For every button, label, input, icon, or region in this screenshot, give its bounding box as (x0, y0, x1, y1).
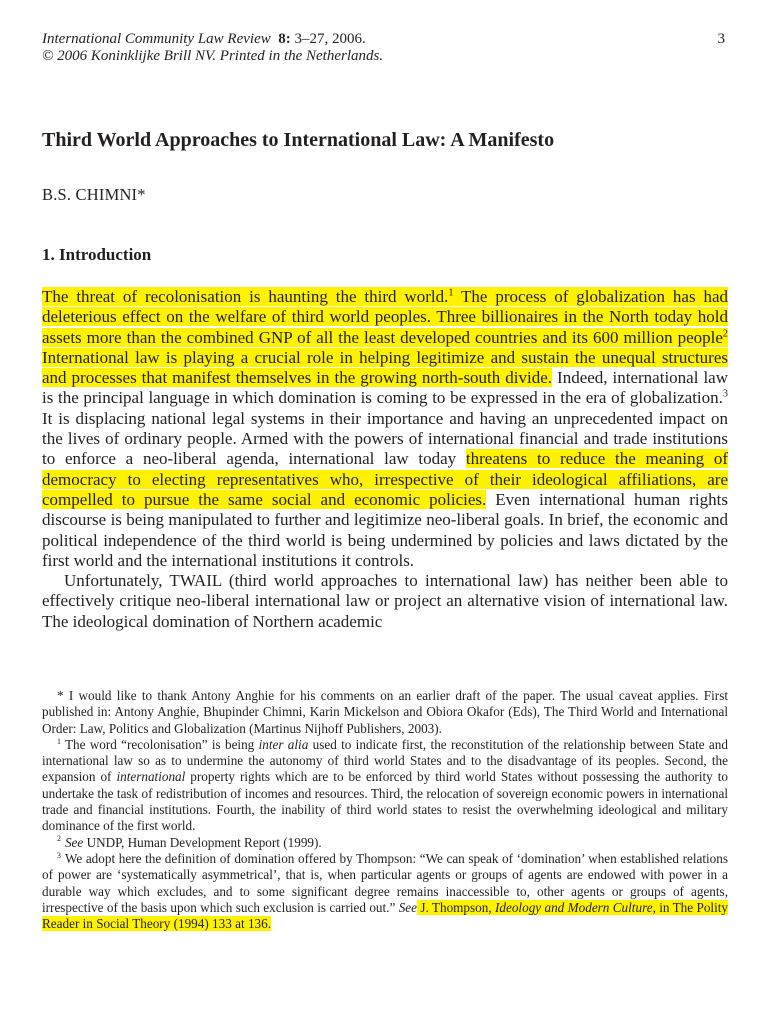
text-run: International law is playing a crucial role in helping legitimize and sustain the unequal structures and processes that manifest themselves in the growing north-south divide. (42, 347, 728, 388)
author-name: B.S. CHIMNI* (42, 185, 146, 204)
text-run: Even international human rights discourse is being manipulated to further and legitimize neo-liberal goals. In brief, the economic and political independence of the third world is being undermined by policies and laws dictated by the first world and the international institutions it controls. (42, 489, 728, 570)
body-text (42, 287, 728, 632)
footnote-star (42, 688, 728, 737)
journal-citation (42, 31, 383, 48)
footnote-ref[interactable]: 3 (722, 388, 728, 400)
footnote-3 (42, 851, 728, 932)
text-run: Indeed, international law is the principal language in which domination is coming to be expressed in the era of globalization. (42, 368, 728, 408)
text-run: The process of globalization has had deleterious effect on the welfare of third world peoples. Three billionaires in the North today hold assets more than the combined GNP of all the least developed countries and its 600 million people (42, 287, 729, 347)
footnote-text: property rights which are to be enforced by third world States without possessing the authority to undertake the task of redistribution of incomes and resources. Third, the relocation of sovereign economic powers in international trade and financial institutions. Fourth, the inability of third world states to resist the overwhelming ideological and military dominance of the first world. (42, 769, 728, 834)
body-paragraph-1 (42, 287, 728, 571)
footnote-mark: 1 (57, 736, 61, 746)
text-run: The threat of recolonisation is haunting the third world. (42, 287, 449, 306)
footnote-italic: inter alia (258, 736, 309, 752)
footnote-text: UNDP, Human Development Report (1999). (83, 834, 322, 850)
footnote-1 (42, 737, 728, 835)
footnote-mark: 3 (57, 850, 61, 860)
footnote-italic: international (116, 769, 186, 785)
body-paragraph-2: Unfortunately, TWAIL (third world approaches to international law) has neither been able to effectively critique neo-liberal international law or project an alternative vision of international law. The ideological domination of Northern academic (42, 571, 728, 631)
footnote-text: The word “recolonisation” is being (64, 736, 259, 752)
footnote-text: used to indicate first, the reconstitution of the relationship between State and international law so as to undermine the autonomy of third world States and to the disadvantage of its peoples. Second, the expansion of (42, 736, 728, 785)
footnote-mark: 2 (57, 834, 61, 844)
highlighted-passage: threatens to reduce the meaning of democracy to electing representatives who, irrespective of their ideological affiliations, are compelled to pursue the same social and economic policies. (42, 449, 728, 509)
journal-pages-year: 3–27, 2006. (294, 31, 366, 47)
running-header (42, 31, 383, 65)
footnote-mark: * (57, 688, 64, 703)
footnote-2 (42, 835, 728, 851)
footnote-italic: Ideology and Modern Culture (495, 899, 653, 915)
footnotes (42, 688, 728, 932)
footnote-text: J. Thompson, (417, 899, 495, 915)
text-run: It is displacing national legal systems in their importance and having an unprecedented impact on the lives of ordinary people. Armed with the powers of international financial and trade institutions to enforce a neo-liberal agenda, international law today (42, 408, 728, 469)
journal-volume: 8: (278, 31, 291, 47)
article-title: Third World Approaches to International Law: A Manifesto (42, 129, 555, 151)
footnote-italic: See (64, 834, 84, 850)
footnote-text: , in The Polity Reader in Social Theory (1994) 133 at 136. (42, 899, 728, 932)
journal-name: International Community Law Review (42, 31, 271, 47)
footnote-ref[interactable]: 2 (722, 327, 728, 339)
footnote-text: We adopt here the definition of domination offered by Thompson: “We can speak of ‘domination’ when established relations of power are ‘systematically asymmetrical’, that is, when particular agents or groups of agents are endowed with power in a durable way which excludes, and to some significant degree remains inaccessible to, other agents or groups of agents, irrespective of the basis upon which such exclusion is carried out.” (42, 850, 728, 915)
page-number: 3 (717, 31, 725, 47)
footnote-italic: See (398, 899, 417, 915)
copyright-line: © 2006 Koninklijke Brill NV. Printed in the Netherlands. (42, 48, 384, 64)
footnote-text: I would like to thank Antony Anghie for his comments on an earlier draft of the paper. The usual caveat applies. First published in: Antony Anghie, Bhupinder Chimni, Karin Mickelson and Obiora Okafor (Eds), The Third World and International Order: Law, Politics and Globalization (Martinus Nijhoff Publishers, 2003). (42, 688, 728, 736)
footnote-ref[interactable]: 1 (448, 287, 454, 299)
section-heading: 1. Introduction (42, 245, 152, 264)
